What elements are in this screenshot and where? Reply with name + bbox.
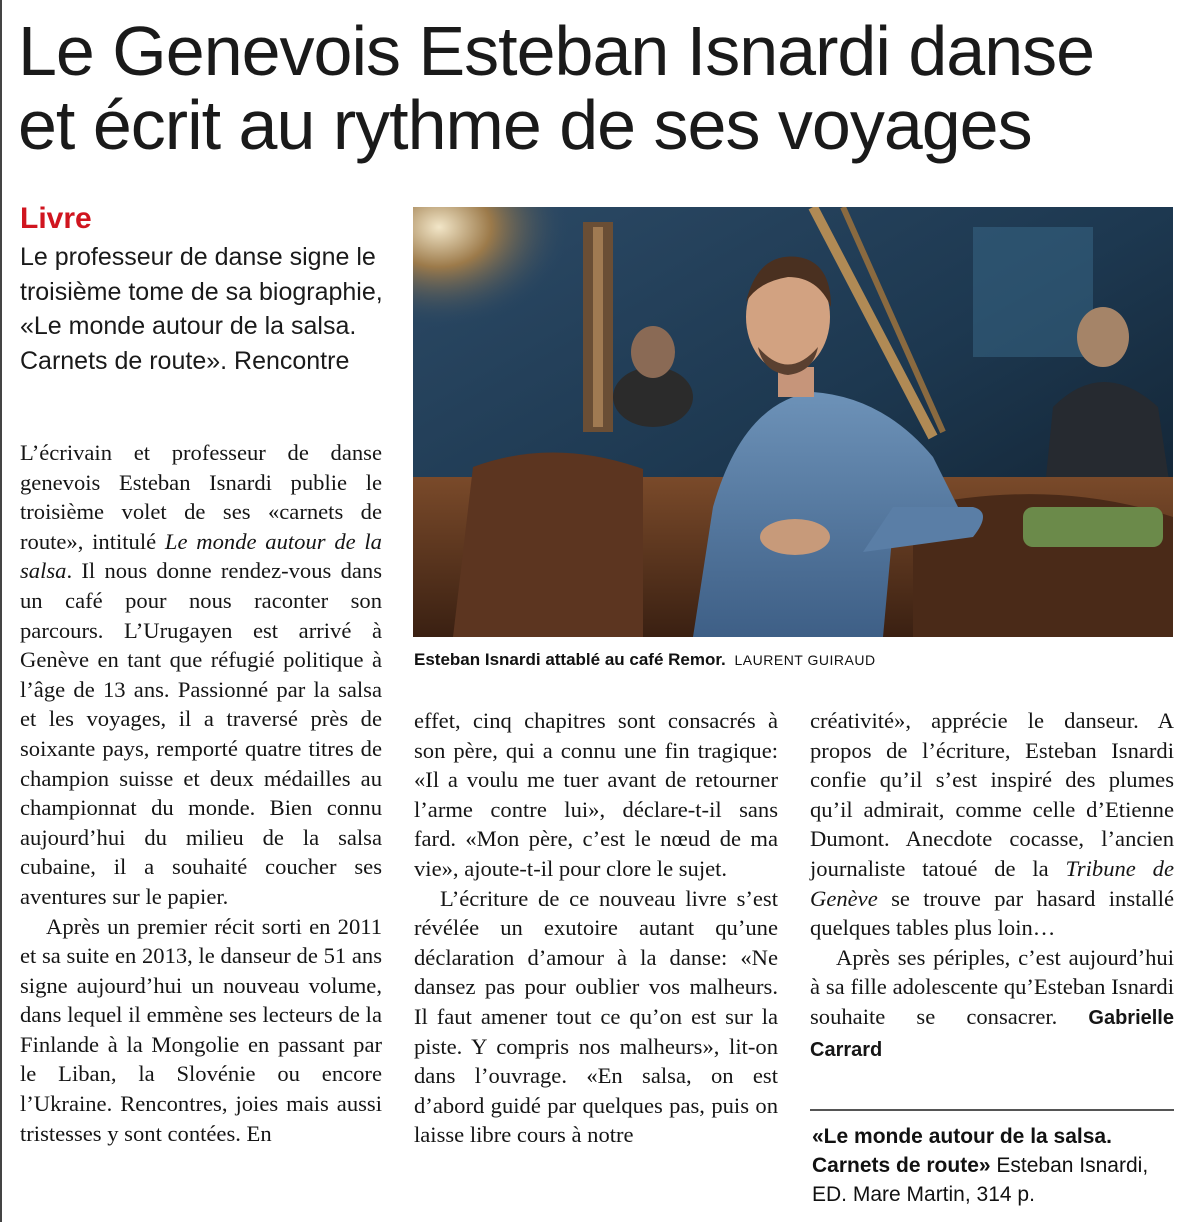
body-column-2 — [414, 706, 778, 1150]
body-text: Après ses périples, c’est aujourd’hui à sa fille adolescente qu’Esteban Isnardi souhaite se consacrer. — [810, 944, 1174, 1029]
body-paragraph — [20, 438, 382, 912]
body-paragraph — [810, 943, 1174, 1065]
headline — [18, 14, 1188, 162]
newspaper-title: Tribune de Genève — [810, 855, 1174, 911]
body-text: se trouve par hasard installé quelques tables plus loin… — [810, 885, 1174, 941]
photo-credit: LAURENT GUIRAUD — [734, 652, 876, 668]
book-infobox — [812, 1122, 1176, 1209]
photo-caption — [414, 650, 1174, 670]
infobox-title: «Le monde autour de la salsa. Carnets de route» — [812, 1125, 1112, 1177]
portrait-photo — [413, 207, 1173, 637]
caption-text: Esteban Isnardi attablé au café Remor. — [414, 650, 726, 669]
page-left-rule — [0, 0, 2, 1222]
lead-paragraph: Le professeur de danse signe le troisième tome de sa biographie, «Le monde autour de la salsa. Carnets de route». Rencontre — [20, 243, 383, 375]
body-paragraph — [810, 706, 1174, 943]
photo-illustration — [413, 207, 1173, 637]
body-text: . Il nous donne rendez-vous dans un café pour nous raconter son parcours. L’Urugayen est arrivé à Genève en tant que réfugié politique à l’âge de 13 ans. Passionné par la salsa et les voyages, il a traversé près de soixante pays, remporté quatre titres de champion suisse et deux médailles au championnat du monde. Bien connu aujourd’hui du milieu de la salsa cubaine, il a souhaité coucher ses aventures sur le papier. — [20, 558, 382, 909]
body-text: L’écrivain et professeur de danse genevois Esteban Isnardi publie le troisième volet de ses «carnets de route», intitulé — [20, 440, 382, 554]
body-paragraph: Après un premier récit sorti en 2011 et sa suite en 2013, le danseur de 51 ans signe aujourd’hui un nouveau volume, dans lequel il emmène ses lecteurs de la Finlande à la Mongolie en passant par le Liban, la Slovénie ou encore l’Ukraine. Rencontres, joies mais aussi tristesses y sont contées. En — [20, 913, 382, 1146]
infobox-divider — [810, 1109, 1174, 1111]
body-column-3 — [810, 706, 1174, 1065]
kicker: Livre — [20, 202, 92, 235]
headline-line-1: Le Genevois Esteban Isnardi danse — [18, 12, 1095, 90]
body-column-1 — [20, 438, 382, 1148]
author-signature: Gabrielle Carrard — [810, 1006, 1174, 1061]
infobox-details: Esteban Isnardi, ED. Mare Martin, 314 p. — [812, 1154, 1149, 1206]
body-paragraph: L’écriture de ce nouveau livre s’est révélée un exutoire autant qu’une déclaration d’amour à la danse: «Ne dansez pas pour oublier vos malheurs. Il faut amener tout ce qu’on est sur la piste. Y compris nos malheurs», lit-on dans l’ouvrage. «En salsa, on est d’abord guidé par quelques pas, puis on laisse libre cours à notre — [414, 885, 778, 1148]
book-title: Le monde autour de la salsa — [20, 528, 382, 584]
body-text: créativité», apprécie le danseur. A propos de l’écriture, Esteban Isnardi confie qu’il s’est inspiré des plumes qu’il admirait, comme celle d’Etienne Dumont. Anecdote cocasse, l’ancien journaliste tatoué de la — [810, 708, 1174, 881]
headline-line-2: et écrit au rythme de ses voyages — [18, 86, 1032, 164]
body-paragraph: effet, cinq chapitres sont consacrés à son père, qui a connu une fin tragique: «Il a voulu me tuer avant de retourner l’arme contre lui», déclare-t-il sans fard. «Mon père, c’est le nœud de ma vie», ajoute-t-il pour clore le sujet. — [414, 708, 778, 881]
